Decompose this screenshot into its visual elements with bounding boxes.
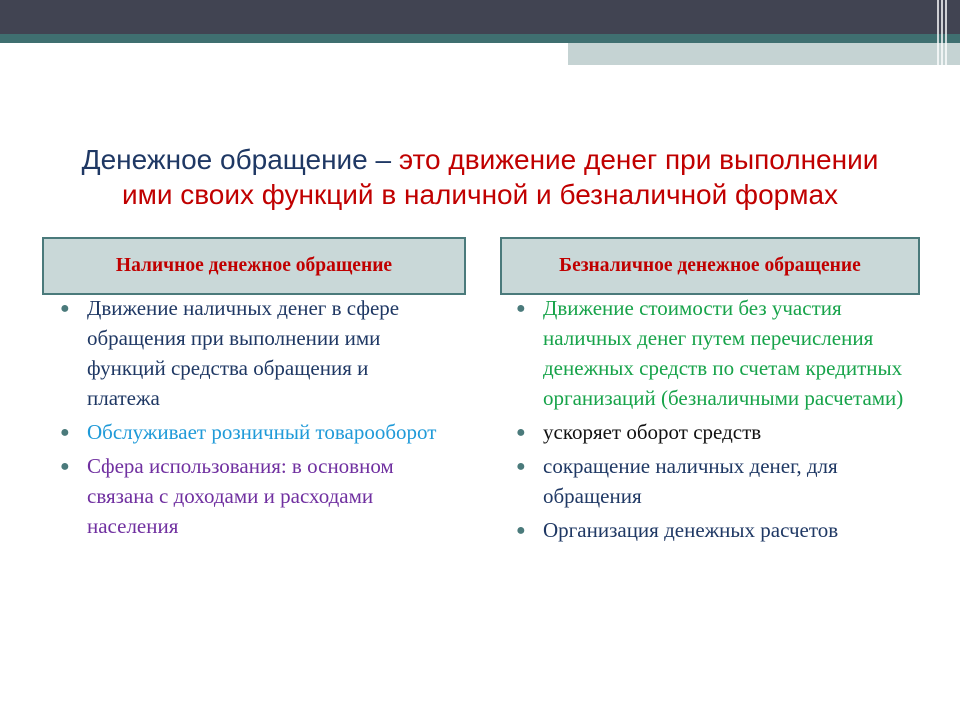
list-item-text: сокращение наличных денег, для обращения bbox=[543, 454, 838, 508]
list-item-text: Обслуживает розничный товарооборот bbox=[87, 420, 437, 444]
cash-circulation-header: Наличное денежное обращение bbox=[42, 237, 466, 295]
corner-lines-decor bbox=[930, 0, 960, 65]
diamond-bullet-icon: ● bbox=[60, 424, 70, 441]
list-item-text: Движение наличных денег в сфере обращения при выполнении ими функций средства обращения и платежа bbox=[87, 296, 400, 410]
diamond-bullet-icon: ● bbox=[60, 458, 70, 475]
diamond-bullet-icon: ● bbox=[60, 300, 70, 317]
list-item bbox=[516, 293, 908, 413]
list-item bbox=[516, 451, 908, 511]
list-item bbox=[516, 515, 908, 545]
diamond-bullet-icon: ● bbox=[516, 300, 526, 317]
noncash-circulation-header: Безналичное денежное обращение bbox=[500, 237, 920, 295]
light-decor-bar bbox=[568, 43, 960, 65]
list-item-text: Движение стоимости без участия наличных денег путем перечисления денежных средств по счетам кредитных организаций (безналичными расчетами) bbox=[543, 296, 904, 410]
title-definition-line1: это движение денег при выполнении bbox=[391, 144, 879, 175]
title-definition-line2: ими своих функций в наличной и безналичной формах bbox=[121, 179, 839, 210]
list-item bbox=[60, 451, 440, 541]
accent-decor-bar bbox=[0, 34, 960, 43]
list-item-text: Организация денежных расчетов bbox=[543, 518, 839, 542]
diamond-bullet-icon: ● bbox=[516, 458, 526, 475]
diamond-bullet-icon: ● bbox=[516, 522, 526, 539]
noncash-circulation-list bbox=[516, 293, 908, 549]
top-decor-bar bbox=[0, 0, 960, 34]
cash-circulation-list bbox=[60, 293, 440, 545]
list-item-text: Сфера использования: в основном связана с доходами и расходами населения bbox=[87, 454, 394, 538]
list-item bbox=[516, 417, 908, 447]
list-item-text: ускоряет оборот средств bbox=[543, 420, 762, 444]
title-term: Денежное обращение – bbox=[81, 144, 392, 175]
diamond-bullet-icon: ● bbox=[516, 424, 526, 441]
list-item bbox=[60, 293, 440, 413]
list-item bbox=[60, 417, 440, 447]
slide-title bbox=[40, 142, 920, 212]
